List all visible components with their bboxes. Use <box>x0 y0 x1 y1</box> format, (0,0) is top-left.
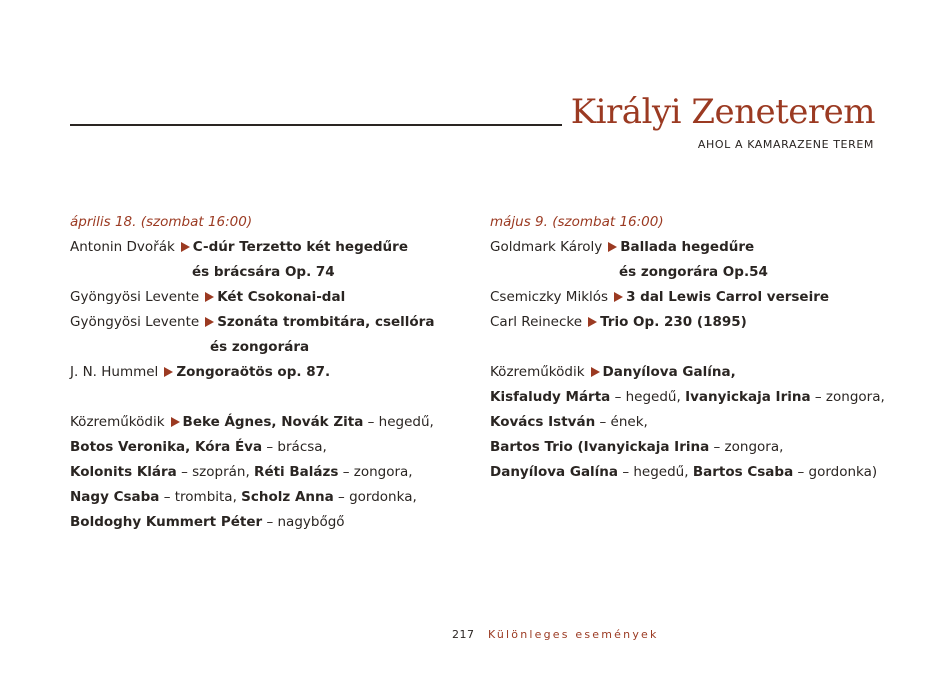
work-title: Ballada hegedűre <box>620 239 755 255</box>
work-title: 3 dal Lewis Carrol verseire <box>626 289 830 305</box>
performer-role: – gordonka) <box>793 464 878 480</box>
performer-role: – zongora, <box>709 439 784 455</box>
performer-name: Kovács István <box>490 414 596 430</box>
page-footer <box>452 628 659 641</box>
performer-name: Botos Veronika, Kóra Éva <box>70 439 263 455</box>
triangle-bullet-icon <box>205 292 214 302</box>
performer-name: Ivanyickaja Irina <box>685 389 811 405</box>
composer: Gyöngyösi Levente <box>70 289 200 305</box>
work-title: C-dúr Terzetto két hegedűre <box>192 239 408 255</box>
performer-name: Danyílova Galína <box>490 464 619 480</box>
performer-role: – gordonka, <box>333 489 417 505</box>
performer-name: Réti Balázs <box>254 464 339 480</box>
page-number: 217 <box>452 628 475 641</box>
performers-line <box>490 460 885 485</box>
performer-role: – zongora, <box>338 464 413 480</box>
triangle-bullet-icon <box>181 242 190 252</box>
performers-line <box>70 485 434 510</box>
right-program <box>490 210 885 485</box>
performer-role: – szoprán, <box>176 464 255 480</box>
performer-name: Boldoghy Kummert Péter <box>70 514 263 530</box>
performers-line <box>70 510 434 535</box>
left-program <box>70 210 434 535</box>
event-date: május 9. (szombat 16:00) <box>490 214 664 230</box>
performers-line <box>70 460 434 485</box>
performer-name: Beke Ágnes, Novák Zita <box>182 414 364 430</box>
work-title: Zongoraötös op. 87. <box>176 364 331 380</box>
composer: Goldmark Károly <box>490 239 603 255</box>
performer-name: Kolonits Klára <box>70 464 177 480</box>
program-item <box>490 285 885 310</box>
program-item-continued <box>70 335 434 360</box>
program-item-continued <box>70 260 434 285</box>
triangle-bullet-icon <box>588 317 597 327</box>
performers-label: Közreműködik <box>70 414 165 430</box>
triangle-bullet-icon <box>608 242 617 252</box>
composer: J. N. Hummel <box>70 364 159 380</box>
triangle-bullet-icon <box>164 367 173 377</box>
program-item-continued <box>490 260 885 285</box>
page-subtitle: AHOL A KAMARAZENE TEREM <box>697 138 874 151</box>
performer-name: Bartos Trio (Ivanyickaja Irina <box>490 439 710 455</box>
composer: Csemiczky Miklós <box>490 289 609 305</box>
performer-role: – hegedű, <box>610 389 686 405</box>
performer-name: Bartos Csaba <box>692 464 794 480</box>
work-title: és zongorára <box>210 339 310 355</box>
program-item <box>70 235 434 260</box>
composer: Carl Reinecke <box>490 314 583 330</box>
performer-role: – nagybőgő <box>262 514 345 530</box>
performer-role: – hegedű, <box>363 414 434 430</box>
performer-name: Scholz Anna <box>241 489 334 505</box>
performers-line <box>490 410 885 435</box>
triangle-bullet-icon <box>614 292 623 302</box>
performer-role: – hegedű, <box>618 464 693 480</box>
performers-label: Közreműködik <box>490 364 585 380</box>
performers-line <box>70 410 434 435</box>
work-title: és zongorára Op.54 <box>619 264 768 280</box>
performers-line <box>490 385 885 410</box>
performers-line <box>490 360 885 385</box>
program-item <box>70 360 434 385</box>
program-item <box>490 235 885 260</box>
program-item <box>490 310 885 335</box>
triangle-bullet-icon <box>205 317 214 327</box>
performer-name: Kisfaludy Márta <box>490 389 611 405</box>
section-name: Különleges események <box>488 628 659 641</box>
performer-name: Danyílova Galína, <box>602 364 736 380</box>
header-rule <box>70 124 562 126</box>
work-title: és brácsára Op. 74 <box>192 264 335 280</box>
work-title: Szonáta trombitára, csellóra <box>217 314 435 330</box>
composer: Antonin Dvořák <box>70 239 175 255</box>
performer-name: Nagy Csaba <box>70 489 160 505</box>
work-title: Két Csokonai-dal <box>217 289 346 305</box>
performer-role: – zongora, <box>810 389 885 405</box>
performers-line <box>70 435 434 460</box>
page-title: Királyi Zeneterem <box>570 92 875 132</box>
event-date: április 18. (szombat 16:00) <box>70 214 253 230</box>
program-item <box>70 310 434 335</box>
performer-role: – ének, <box>595 414 648 430</box>
performer-role: – trombita, <box>159 489 242 505</box>
triangle-bullet-icon <box>591 367 600 377</box>
triangle-bullet-icon <box>171 417 180 427</box>
performers-line <box>490 435 885 460</box>
program-item <box>70 285 434 310</box>
work-title: Trio Op. 230 (1895) <box>600 314 747 330</box>
performer-role: – brácsa, <box>262 439 327 455</box>
composer: Gyöngyösi Levente <box>70 314 200 330</box>
